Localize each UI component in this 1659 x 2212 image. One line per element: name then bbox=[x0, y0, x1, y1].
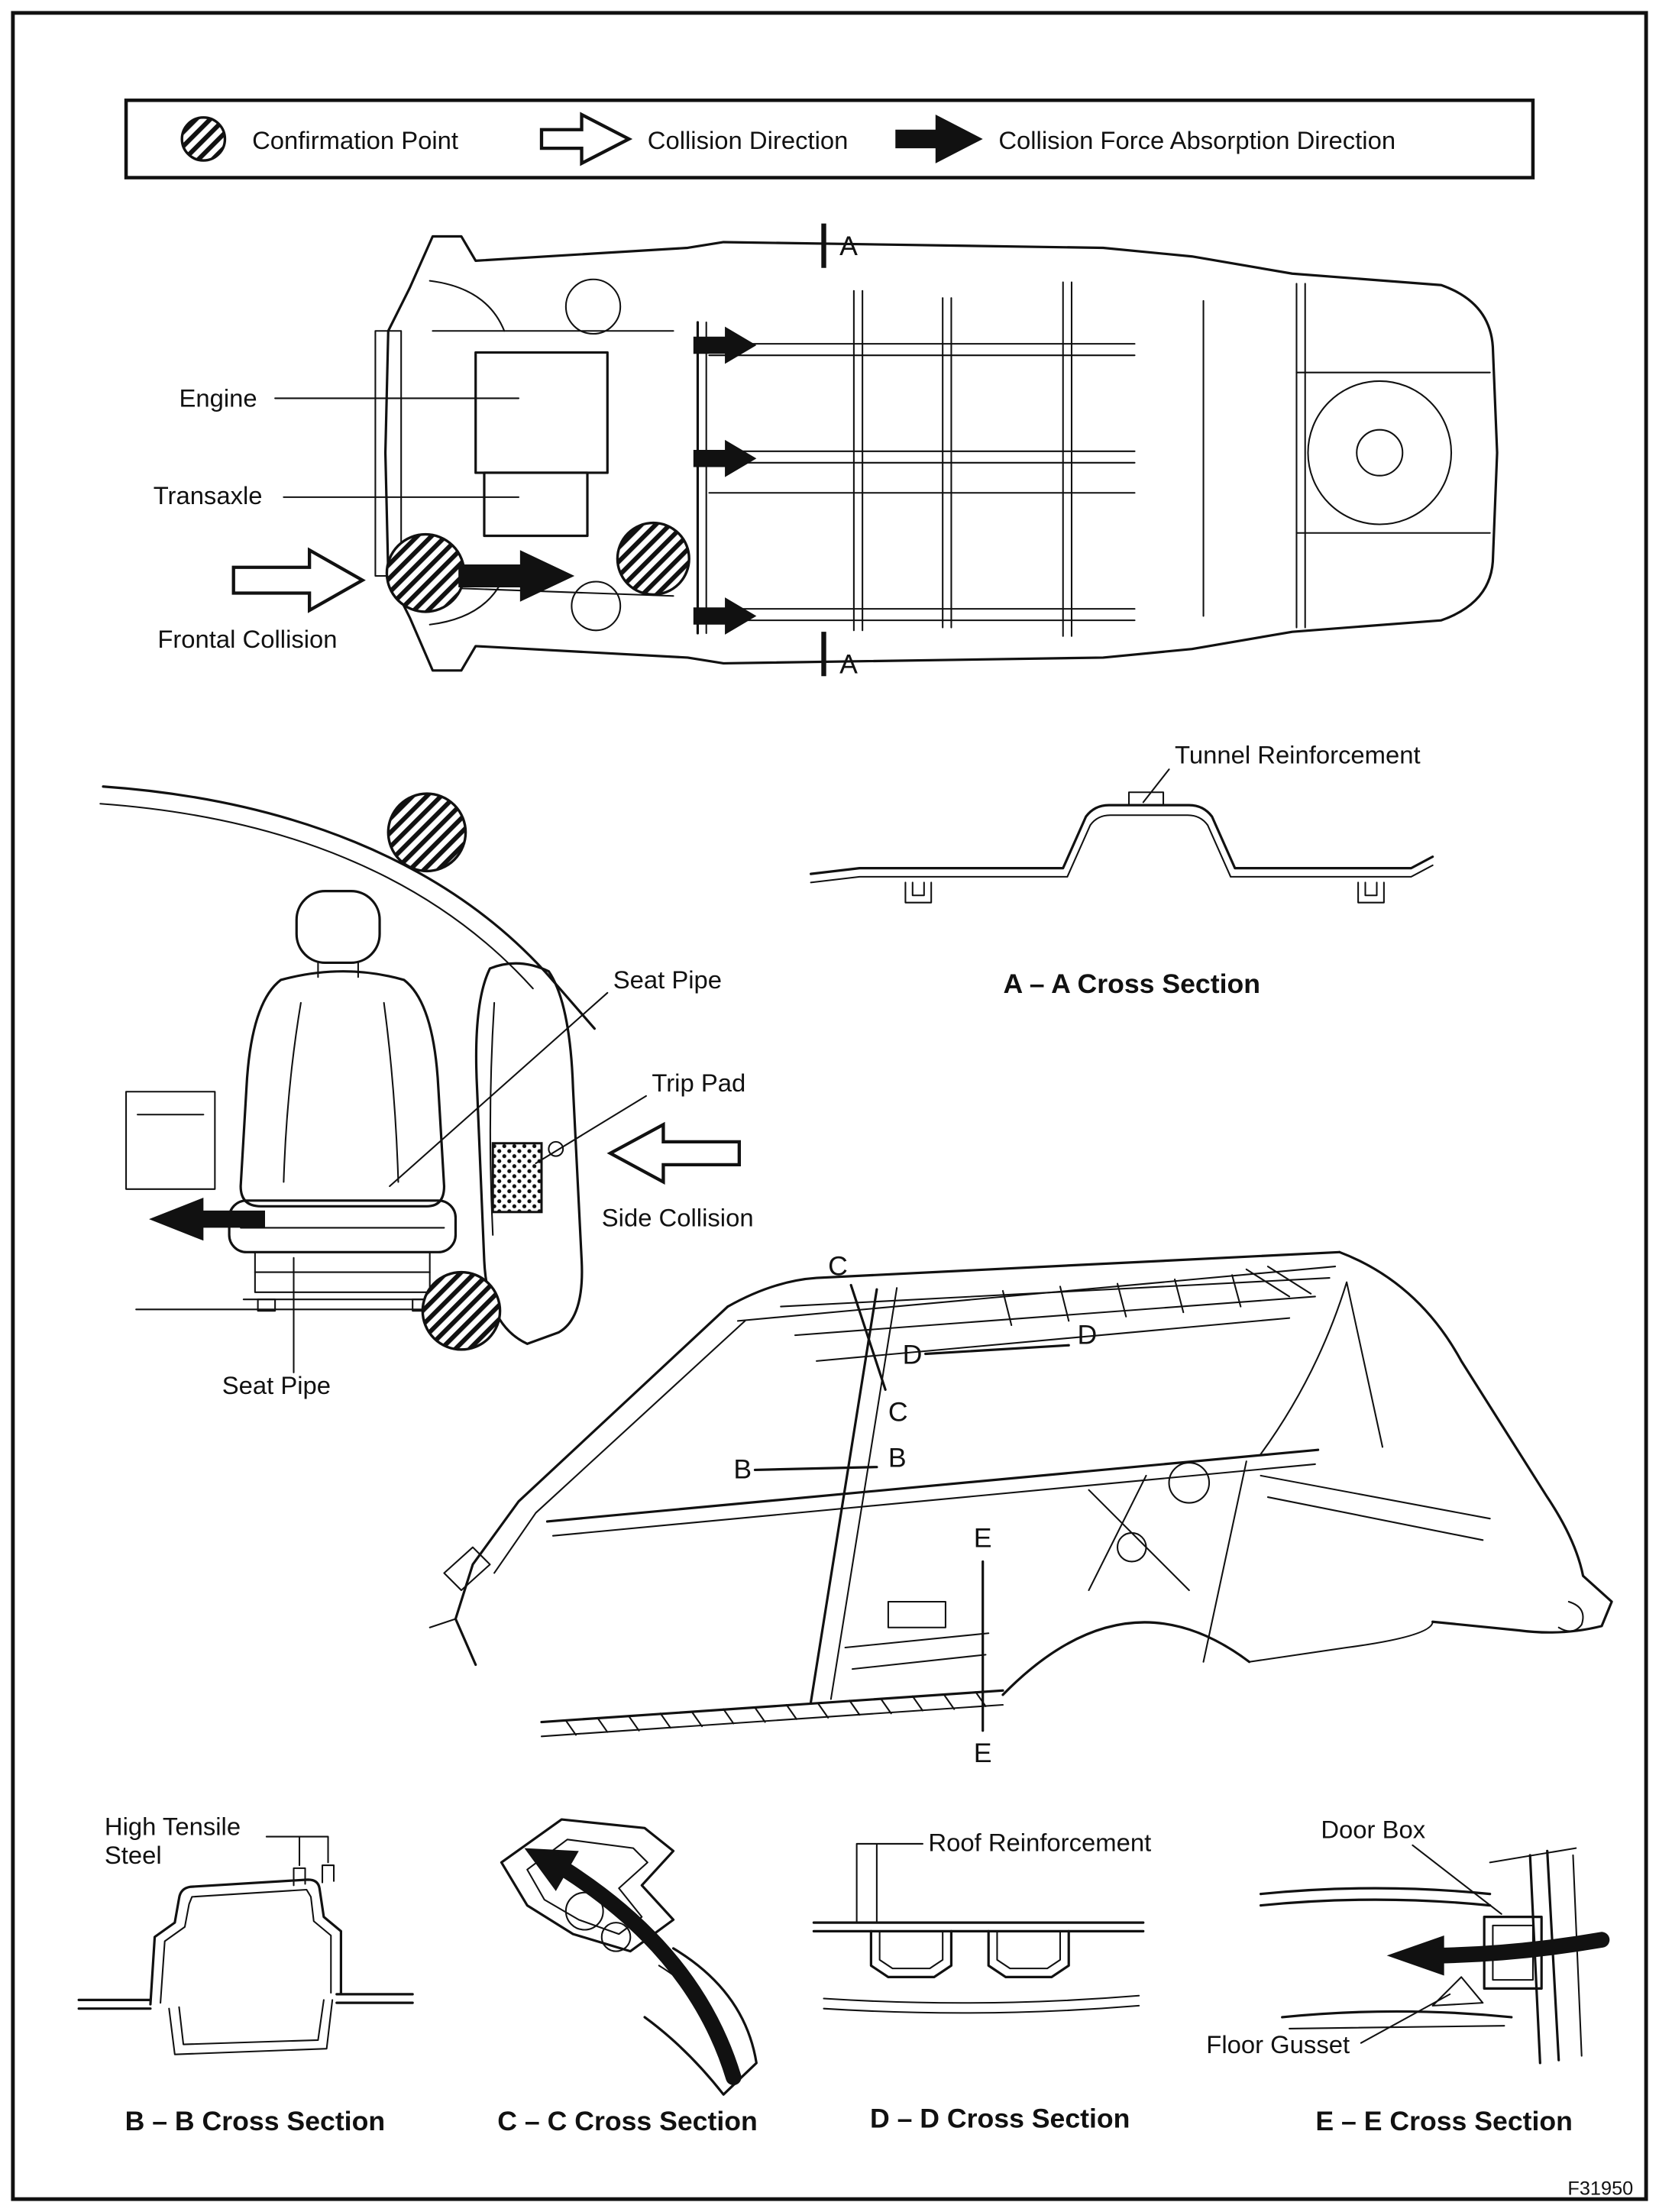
floor-gusset-label: Floor Gusset bbox=[1206, 2029, 1350, 2058]
legend-confirmation-point-label: Confirmation Point bbox=[252, 126, 459, 155]
side-collision-label: Side Collision bbox=[601, 1203, 754, 1232]
section-b-caption: B – B Cross Section bbox=[125, 2106, 386, 2137]
marker-c-bottom: C bbox=[888, 1396, 908, 1428]
high-tensile-steel-label-line1: High Tensile bbox=[104, 1812, 241, 1841]
trip-pad bbox=[493, 1143, 542, 1212]
seat-pipe-upper-label: Seat Pipe bbox=[613, 965, 723, 994]
legend-collision-direction-label: Collision Direction bbox=[647, 126, 849, 155]
seat-pipe-lower-label: Seat Pipe bbox=[222, 1371, 331, 1400]
marker-d-left: D bbox=[902, 1339, 923, 1370]
marker-c-top: C bbox=[828, 1250, 848, 1282]
section-a-caption: A – A Cross Section bbox=[1003, 968, 1261, 999]
confirmation-point-marker bbox=[386, 535, 464, 612]
engine-label: Engine bbox=[179, 383, 257, 412]
legend-absorption-direction-label: Collision Force Absorption Direction bbox=[998, 126, 1396, 155]
section-a-marker-top: A bbox=[839, 230, 858, 261]
transaxle-label: Transaxle bbox=[153, 481, 263, 510]
high-tensile-steel-label-line2: Steel bbox=[104, 1841, 162, 1870]
section-a-marker-bottom: A bbox=[839, 648, 858, 680]
door-box-label: Door Box bbox=[1321, 1815, 1426, 1844]
confirmation-point-marker bbox=[422, 1273, 500, 1350]
frontal-collision-label: Frontal Collision bbox=[157, 624, 338, 653]
marker-d-right: D bbox=[1077, 1319, 1098, 1350]
section-d-caption: D – D Cross Section bbox=[869, 2103, 1130, 2134]
figure-number: F31950 bbox=[1567, 2178, 1634, 2200]
confirmation-point-marker bbox=[388, 794, 465, 871]
trip-pad-label: Trip Pad bbox=[652, 1069, 746, 1098]
marker-e-top: E bbox=[973, 1522, 992, 1554]
hatched-circle-icon bbox=[182, 118, 225, 160]
page-border bbox=[13, 13, 1646, 2199]
section-c-caption: C – C Cross Section bbox=[497, 2106, 758, 2137]
section-e-caption: E – E Cross Section bbox=[1315, 2106, 1573, 2137]
marker-b-left: B bbox=[733, 1454, 752, 1485]
marker-b-right: B bbox=[888, 1442, 907, 1473]
roof-reinforcement-label: Roof Reinforcement bbox=[928, 1828, 1152, 1857]
marker-e-bottom: E bbox=[973, 1738, 992, 1769]
confirmation-point-marker bbox=[617, 523, 689, 595]
tunnel-reinforcement-label: Tunnel Reinforcement bbox=[1175, 740, 1421, 769]
legend bbox=[126, 100, 1533, 177]
